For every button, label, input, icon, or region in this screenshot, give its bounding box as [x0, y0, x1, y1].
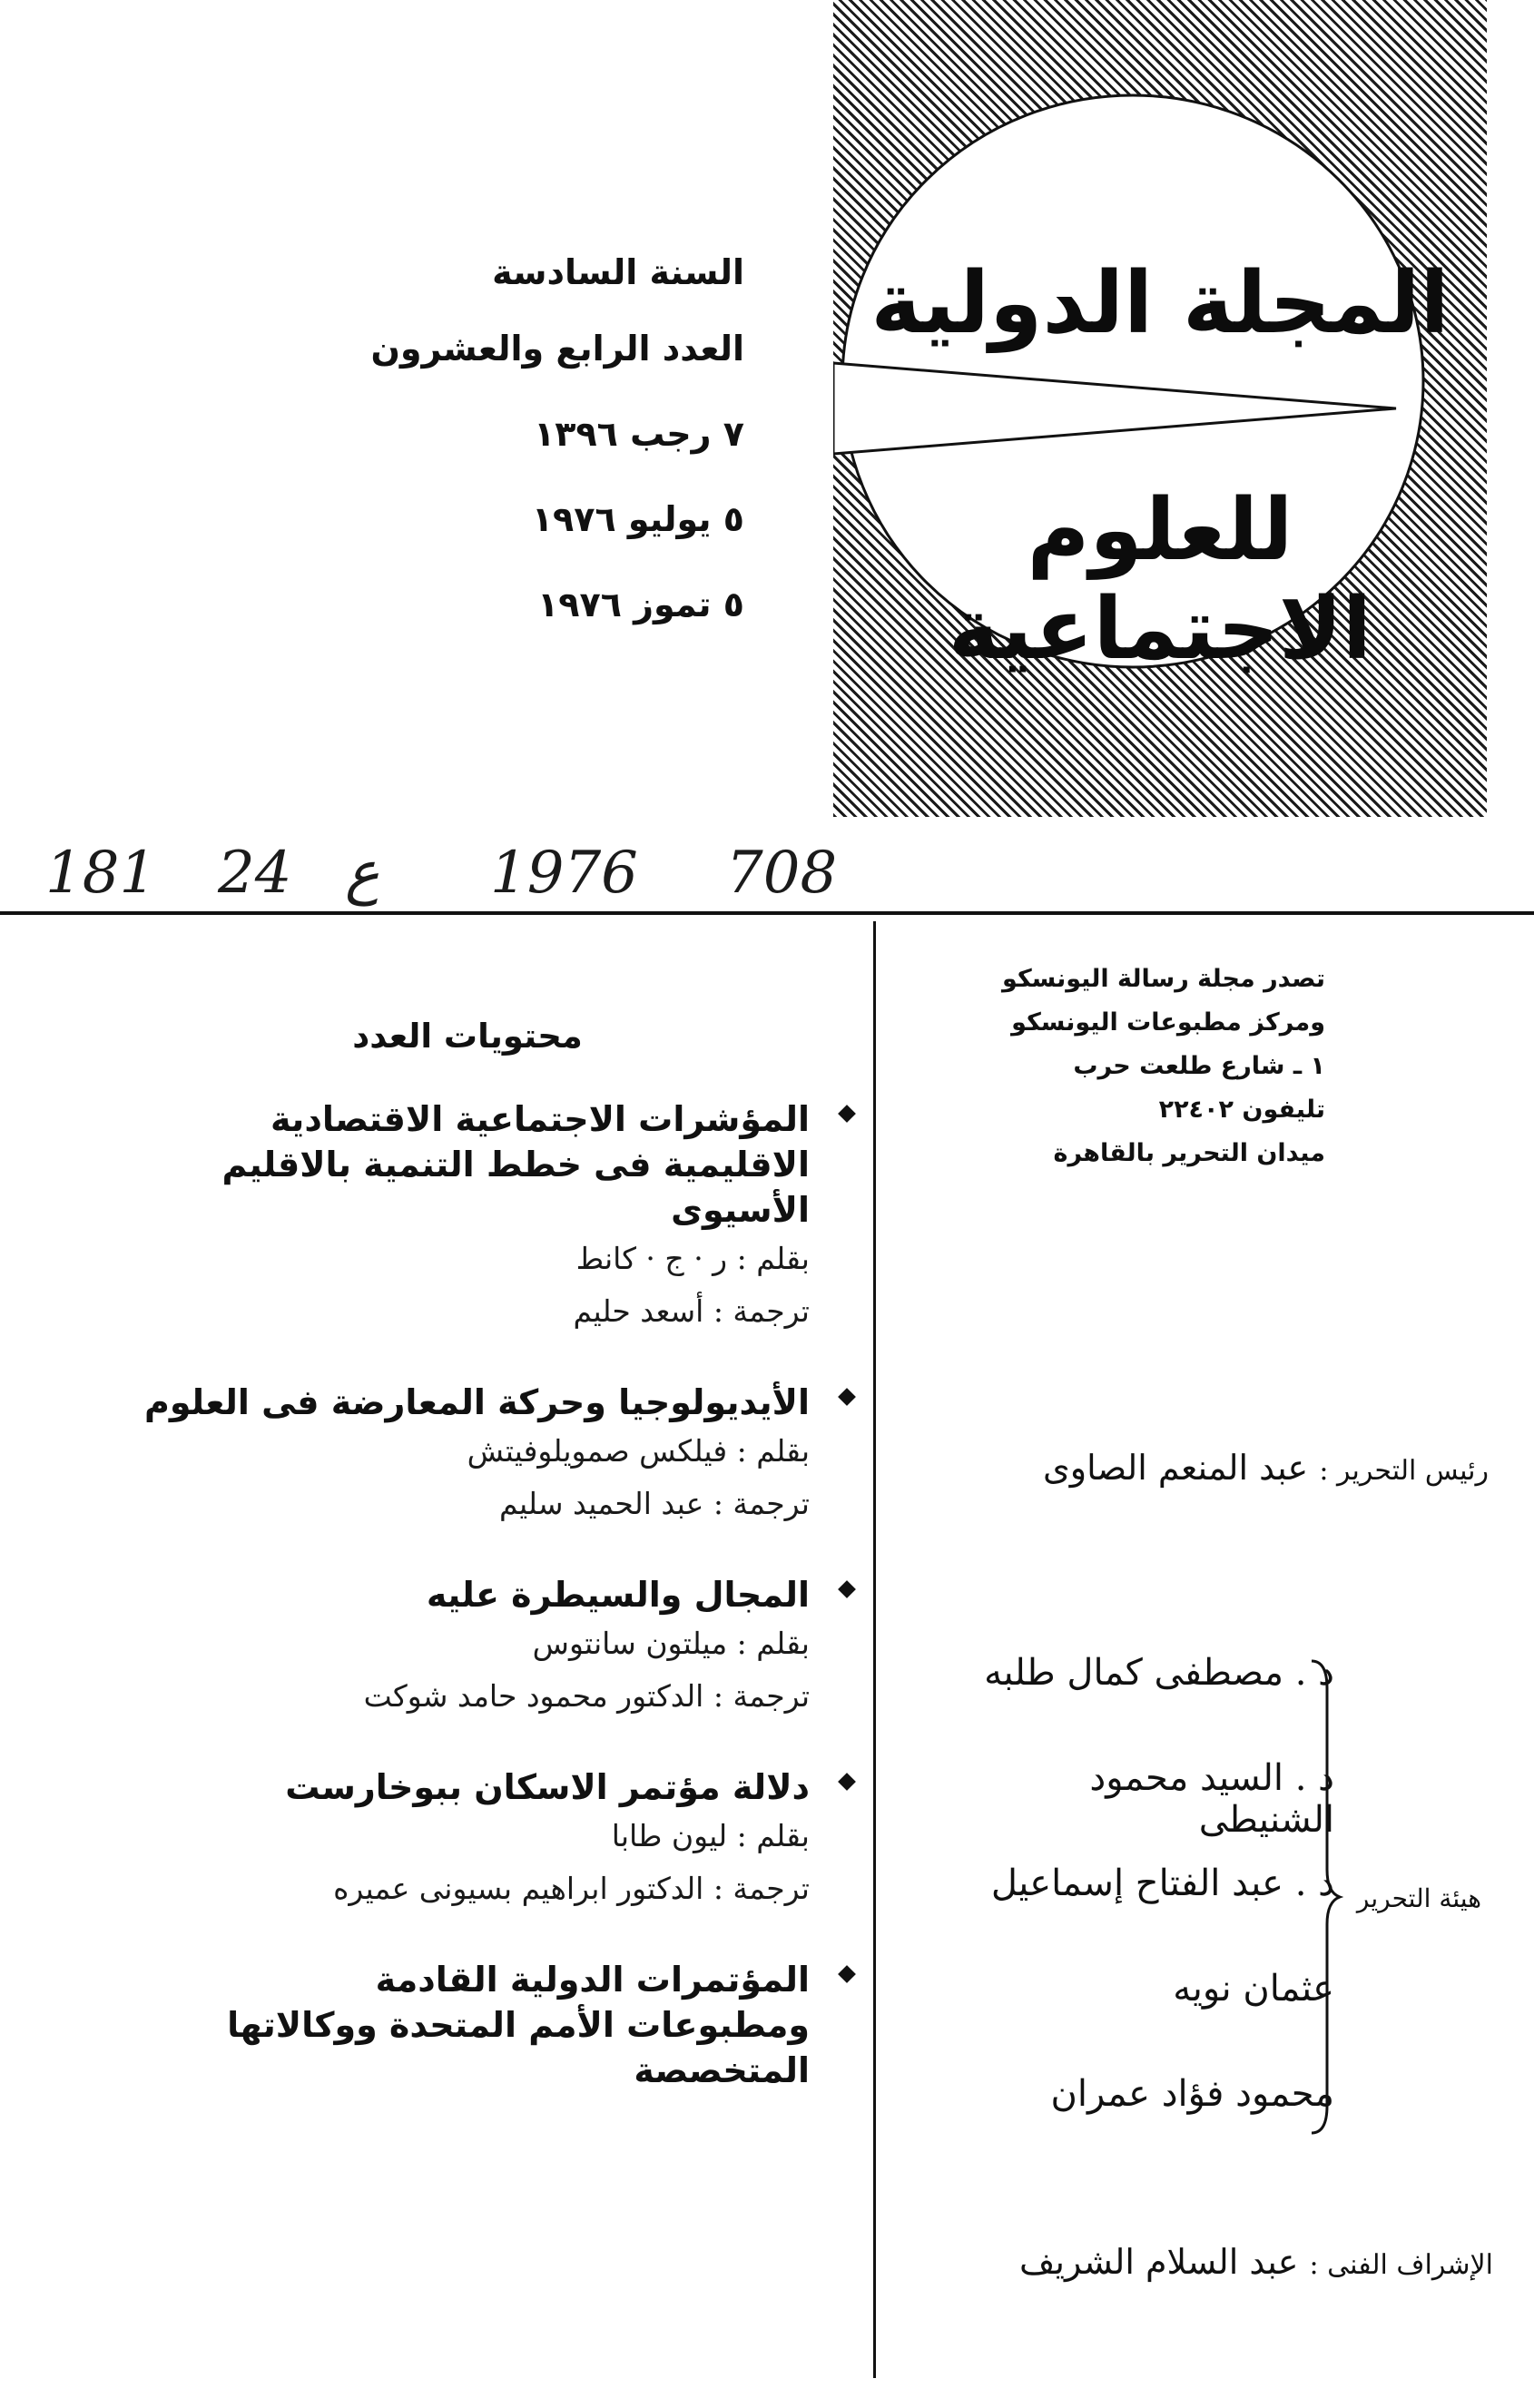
diamond-bullet-icon: [838, 1105, 856, 1123]
article-translator: ترجمة : الدكتور ابراهيم بسيونى عميره: [333, 1871, 810, 1906]
article-5: [136, 1957, 853, 2093]
article-title: المؤتمرات الدولية القادمة: [375, 1960, 810, 2000]
catalog-marks: [0, 840, 908, 912]
article-1: [136, 1096, 853, 1338]
diamond-bullet-icon: [838, 1773, 856, 1791]
article-title: الأيديولوجيا وحركة المعارضة فى العلوم: [144, 1382, 810, 1422]
publisher-address: ١ ـ شارع طلعت حرب: [1073, 1052, 1325, 1080]
brace-icon: [1307, 1652, 1343, 2142]
article-title: المجال والسيطرة عليه: [426, 1575, 810, 1615]
publisher-location: ميدان التحرير بالقاهرة: [1053, 1139, 1325, 1167]
article-title: المؤشرات الاجتماعية الاقتصادية الاقليمية فى خطط التنمية بالاقليم الأسيوى: [221, 1099, 810, 1230]
editor-in-chief: [989, 1448, 1489, 1488]
issue-date-hijri: ٧ رجب ١٣٩٦: [534, 414, 744, 454]
publisher-line: تصدر مجلة رسالة اليونسكو: [1002, 965, 1325, 993]
catalog-code-1: 181: [45, 840, 157, 907]
art-director-name: عبد السلام الشريف: [1019, 2242, 1299, 2282]
contents-heading: محتويات العدد: [352, 1017, 583, 1056]
article-author: بقلم : فيلكس صمويلوفيتش: [467, 1433, 810, 1469]
article-author: بقلم : ميلتون سانتوس: [532, 1626, 810, 1661]
editorial-board: [953, 1652, 1334, 2178]
horizontal-rule: [0, 911, 1534, 915]
masthead-logo: [833, 0, 1487, 817]
article-author: بقلم : ليون طابا: [611, 1818, 810, 1853]
board-member: د . مصطفى كمال طلبه: [984, 1652, 1334, 1694]
editor-in-chief-name: عبد المنعم الصاوى: [1043, 1448, 1309, 1488]
art-director-label: الإشراف الفنى :: [1309, 2249, 1493, 2281]
masthead-title-line2: للعلوم الاجتماعية: [948, 481, 1372, 679]
article-subtitle: ومطبوعات الأمم المتحدة ووكالاتها المتخصصة: [227, 2005, 810, 2090]
article-author: بقلم : ر · ج · كانط: [575, 1241, 810, 1276]
article-title: دلالة مؤتمر الاسكان ببوخارست: [285, 1767, 810, 1807]
diamond-bullet-icon: [838, 1580, 856, 1598]
masthead-circle: [833, 0, 1487, 817]
board-member: محمود فؤاد عمران: [1050, 2073, 1334, 2115]
publisher-phone: تليفون ٢٢٤٠٢: [1158, 1096, 1325, 1124]
masthead-title-line1: المجلة الدولية: [870, 254, 1450, 353]
article-3: [136, 1572, 853, 1723]
issue-date-syriac: ٥ تموز ١٩٧٦: [537, 585, 744, 624]
catalog-code-3: ع: [345, 840, 380, 907]
issue-year: السنة السادسة: [492, 252, 744, 292]
board-member: د . السيد محمود الشنيطى: [1089, 1757, 1334, 1841]
article-translator: ترجمة : عبد الحميد سليم: [499, 1486, 810, 1521]
editor-in-chief-label: رئيس التحرير :: [1319, 1455, 1489, 1487]
issue-info: [272, 254, 744, 672]
diamond-bullet-icon: [838, 1965, 856, 1983]
article-2: [136, 1380, 853, 1530]
publisher-line: ومركز مطبوعات اليونسكو: [1011, 1008, 1325, 1037]
board-member: عثمان نويه: [1173, 1968, 1334, 2010]
article-4: [136, 1764, 853, 1915]
article-translator: ترجمة : الدكتور محمود حامد شوكت: [363, 1678, 810, 1714]
column-divider: [873, 921, 876, 2378]
catalog-code-2: 24: [218, 840, 292, 907]
editorial-board-label: هيئة التحرير: [1356, 1883, 1481, 1913]
article-translator: ترجمة : أسعد حليم: [573, 1293, 810, 1329]
catalog-code-4: 1976: [490, 840, 638, 907]
issue-date-gregorian: ٥ يوليو ١٩٧٦: [531, 499, 744, 539]
catalog-code-5: 708: [726, 840, 838, 907]
table-of-contents: [136, 1017, 853, 2135]
issue-number: العدد الرابع والعشرون: [370, 329, 744, 369]
publisher-info: [926, 958, 1325, 1175]
art-director: [985, 2242, 1493, 2282]
board-member: د . عبد الفتاح إسماعيل: [990, 1863, 1334, 1904]
diamond-bullet-icon: [838, 1388, 856, 1406]
